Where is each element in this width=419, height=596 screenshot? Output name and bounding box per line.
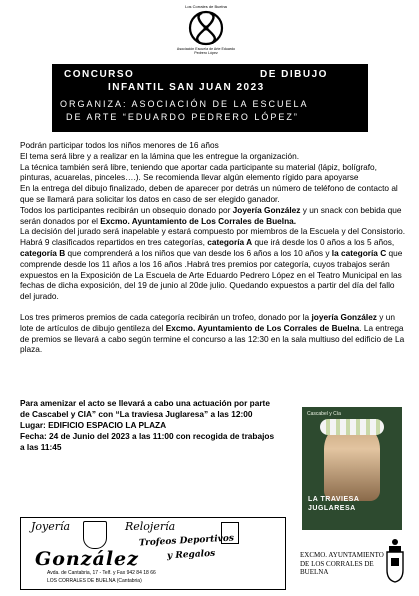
banner-organiza-1: ORGANIZA: ASOCIACIÓN DE LA ESCUELA <box>60 99 309 109</box>
logo-top-text: Los Corrales de Buelna <box>185 4 227 9</box>
rule-6: La decisión del jurado será inapelable y estará compuesto por miembros de la Escuela y del Consistorio. <box>20 226 406 237</box>
rule-8: Los tres primeros premios de cada categoría recibirán un trofeo, donado por la joyería González y un lote de artículos de dibujo gentileza del Excmo. Ayuntamiento de Los Corrales de Buelna. La entrega de premios se llevará a cabo según termine el concurso a las 12:30 en la sala multiuso del edificio de La plaza. <box>20 311 405 355</box>
city-hall-line-2: DE LOS CORRALES DE <box>300 559 374 568</box>
banner-title: INFANTIL SAN JUAN 2023 <box>108 82 265 93</box>
banner-concurso: CONCURSO <box>64 69 135 80</box>
poster-company: Cascabel y Cía <box>307 411 341 417</box>
event-date: Fecha: 24 de Junio del 2023 a las 11:00 con recogida de trabajos a las 11:45 <box>20 431 275 452</box>
jg-crest-icon <box>83 521 107 549</box>
event-details <box>20 398 280 453</box>
ad-city: LOS CORRALES DE BUELNA (Cantabria) <box>47 578 142 584</box>
ad-joyeria: Joyería <box>31 520 71 533</box>
rule-2: El tema será libre y a realizar en la lámina que les entregue la organización. <box>20 150 300 161</box>
city-hall-line-1: EXCMO. AYUNTAMIENTO <box>300 551 384 559</box>
ad-relojeria: Relojería <box>125 520 176 533</box>
ad-regalos: y Regalos <box>166 548 216 562</box>
rule-1: Podrán participar todos los niños menores de 16 años <box>20 140 219 150</box>
city-crest-icon <box>383 536 407 592</box>
city-hall-line-3: BUELNA <box>300 568 329 576</box>
ad-business-name: González <box>35 548 139 570</box>
city-hall-credit <box>300 551 384 577</box>
swirl-logo-icon <box>186 9 226 47</box>
association-logo <box>176 4 236 62</box>
event-performance: Para amenizar el acto se llevará a cabo una actuación por parte de Cascabel y CIA” con “La traviesa Juglaresa” a las 12:00 <box>20 398 270 419</box>
show-poster-image <box>302 407 402 530</box>
title-banner <box>52 64 368 132</box>
poster-title: LA TRAVIESA JUGLARESA <box>308 496 360 512</box>
logo-bottom-text: Asociación Escuela de Arte Eduardo Pedrero López <box>176 47 236 55</box>
rule-5: Todos los participantes recibirán un obsequio donado por Joyería González y un snack con bebida que serán donados por el Excmo. Ayuntamiento de Los Corrales de Buelna. <box>20 204 402 226</box>
flower-crown <box>320 419 384 435</box>
banner-de-dibujo: DE DIBUJO <box>260 69 328 80</box>
jewelry-ad <box>20 517 286 590</box>
event-location: Lugar: EDIFICIO ESPACIO LA PLAZA <box>20 420 167 430</box>
ad-address: Avda. de Cantabria, 17 - Telf. y Fax 942 84 18 66 <box>47 570 156 576</box>
banner-organiza-2: DE ARTE “EDUARDO PEDRERO LÓPEZ” <box>66 112 299 122</box>
rule-3: La técnica también será libre, teniendo que aportar cada participante su material (lápiz, bolígrafo, pinturas, acuarelas, pinceles….). Se recomienda llevar algún elemento rígido para apoyarse <box>20 161 377 183</box>
rule-4: En la entrega del dibujo finalizado, deben de aparecer por detrás un número de teléfono de contacto al que se llamará para solicitar los datos en caso de ser elegido ganador. <box>20 183 398 204</box>
ad-trofeos: Trofeos Deportivos <box>138 533 235 549</box>
rule-7: Habrá 9 clasificados repartidos en tres categorías, categoría A que irá desde los 0 años a los 5 años, categoría B que comprenderá a los niños que van desde los 6 años a los 10 años y la categoría C que comprende desde los 11 años a los 16 años .Habrá tres premios por categoría, cuyos trabajos serán expuestos en la Exposición de La Escuela de Arte Eduardo Pedrero López en el Teatro Municipal en las fechas de dicha exposición, del 19 de junio al 20de julio. Quedando expuestos a partir del día del fallo del jurado. <box>20 237 403 302</box>
rules-text <box>20 140 406 355</box>
